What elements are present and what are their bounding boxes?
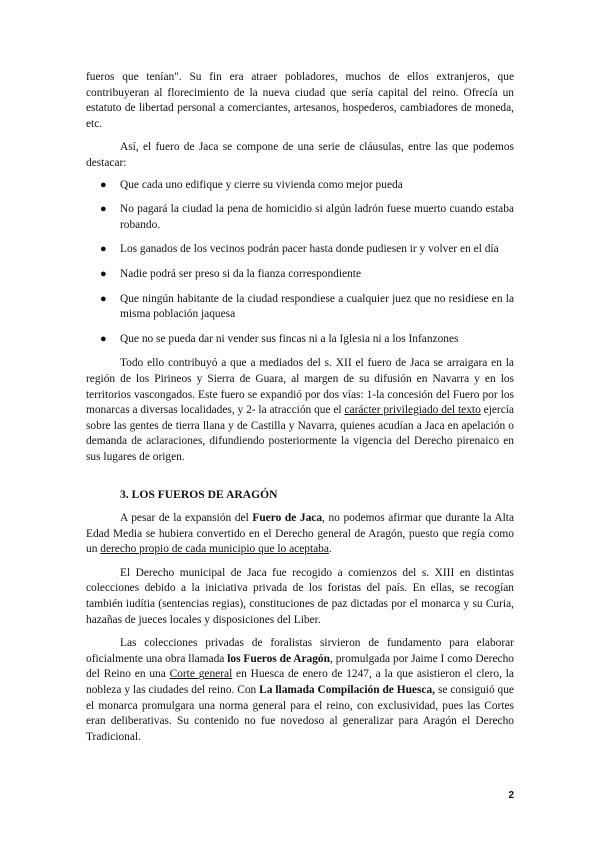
bullet-icon: ● [100, 203, 107, 216]
underlined-phrase: carácter privilegiado del texto [344, 404, 481, 417]
list-item: ● Nadie podrá ser preso si da la fianza correspondiente [86, 267, 514, 283]
underlined-phrase: derecho propio de cada municipio que lo aceptaba [100, 543, 329, 556]
bullet-icon: ● [100, 243, 107, 256]
bullet-icon: ● [100, 292, 107, 305]
bold-phrase: los Fueros de Aragón [227, 652, 330, 665]
bold-phrase: La llamada Compilación de Huesca, [259, 684, 436, 696]
list-item: ● Los ganados de los vecinos podrán pacer hasta donde pudiesen ir y volver en el día [86, 242, 514, 258]
clauses-intro-paragraph: Así, el fuero de Jaca se compone de una serie de cláusulas, entre las que podemos destacar: [86, 141, 514, 169]
municipal-law-paragraph: El Derecho municipal de Jaca fue recogido a comienzos del s. XIII en distintas colecciones debido a la iniciativa privada de los foristas del país. En ellas, se recogían también iudítia (sentencias regias), constituciones de paz dictadas por el monarca y su Curia, hazañas de jueces locales y disposiciones del Liber. [86, 566, 514, 626]
section-heading: 3. LOS FUEROS DE ARAGÓN [120, 488, 278, 502]
underlined-phrase: Corte general [169, 668, 233, 681]
expansion-paragraph: Todo ello contribuyó a que a mediados del s. XII el fuero de Jaca se arraigara en la región de los Pirineos y Sierra de Guara, al margen de su difusión en Navarra y en los territorios vascongados. Este fuero se expandió por dos vías: 1-la concesión del Fuero por los monarcas a diversas localidades, y 2- la atracción que el carácter privilegiado del texto ejercía sobre las gentes de tierra llana y de Castilla y Navarra, quienes acudían a Jaca en apelación o demanda de aclaraciones, difundiendo posteriormente la vigencia del Derecho pirenaico en sus lugares de origen. [86, 357, 514, 463]
intro-paragraph: fueros que tenían". Su fin era atraer pobladores, muchos de ellos extranjeros, que contribuyeran al florecimiento de la nueva ciudad que sería capital del reino. Ofrecía un estatuto de libertad personal a comerciantes, artesanos, hospederos, cambiadores de moneda, etc. [86, 71, 514, 130]
bullet-icon: ● [100, 332, 107, 345]
list-item: ● No pagará la ciudad la pena de homicidio si algún ladrón fuese muerto cuando estaba robando. [100, 203, 514, 231]
bold-phrase: Fuero de Jaca [252, 512, 323, 525]
fueros-aragon-paragraph: Las colecciones privadas de foralistas sirvieron de fundamento para elaborar oficialmente una obra llamada los Fueros de Aragón, promulgada por Jaime I como Derecho del Reino en una Corte general en Huesca de enero de 1247, a la que asistieron el clero, la nobleza y las ciudades del reino. Con La llamada Compilación de Huesca, se consiguió que el monarca promulgara una norma general para el reino, con exclusividad, pues las Cortes eran deliberativas. Su contenido no fue novedoso al generalizar para Aragón el Derecho Tradicional. [86, 637, 514, 743]
document-page [86, 70, 514, 745]
list-item: ● Que no se pueda dar ni vender sus fincas ni a la Iglesia ni a los Infanzones [86, 332, 514, 348]
clauses-list [86, 178, 514, 348]
page-number: 2 [508, 790, 514, 801]
bullet-icon: ● [100, 267, 107, 280]
fuero-jaca-paragraph: A pesar de la expansión del Fuero de Jaca, no podemos afirmar que durante la Alta Edad Media se hubiera convertido en el Derecho general de Aragón, puesto que regía como un derecho propio de cada municipio que lo aceptaba. [86, 512, 514, 556]
list-item: ● Que ningún habitante de la ciudad respondiese a cualquier juez que no residiese en la misma población jaquesa [100, 292, 514, 321]
bullet-icon: ● [100, 178, 107, 191]
list-item: ● Que cada uno edifique y cierre su vivienda como mejor pueda [86, 178, 514, 194]
